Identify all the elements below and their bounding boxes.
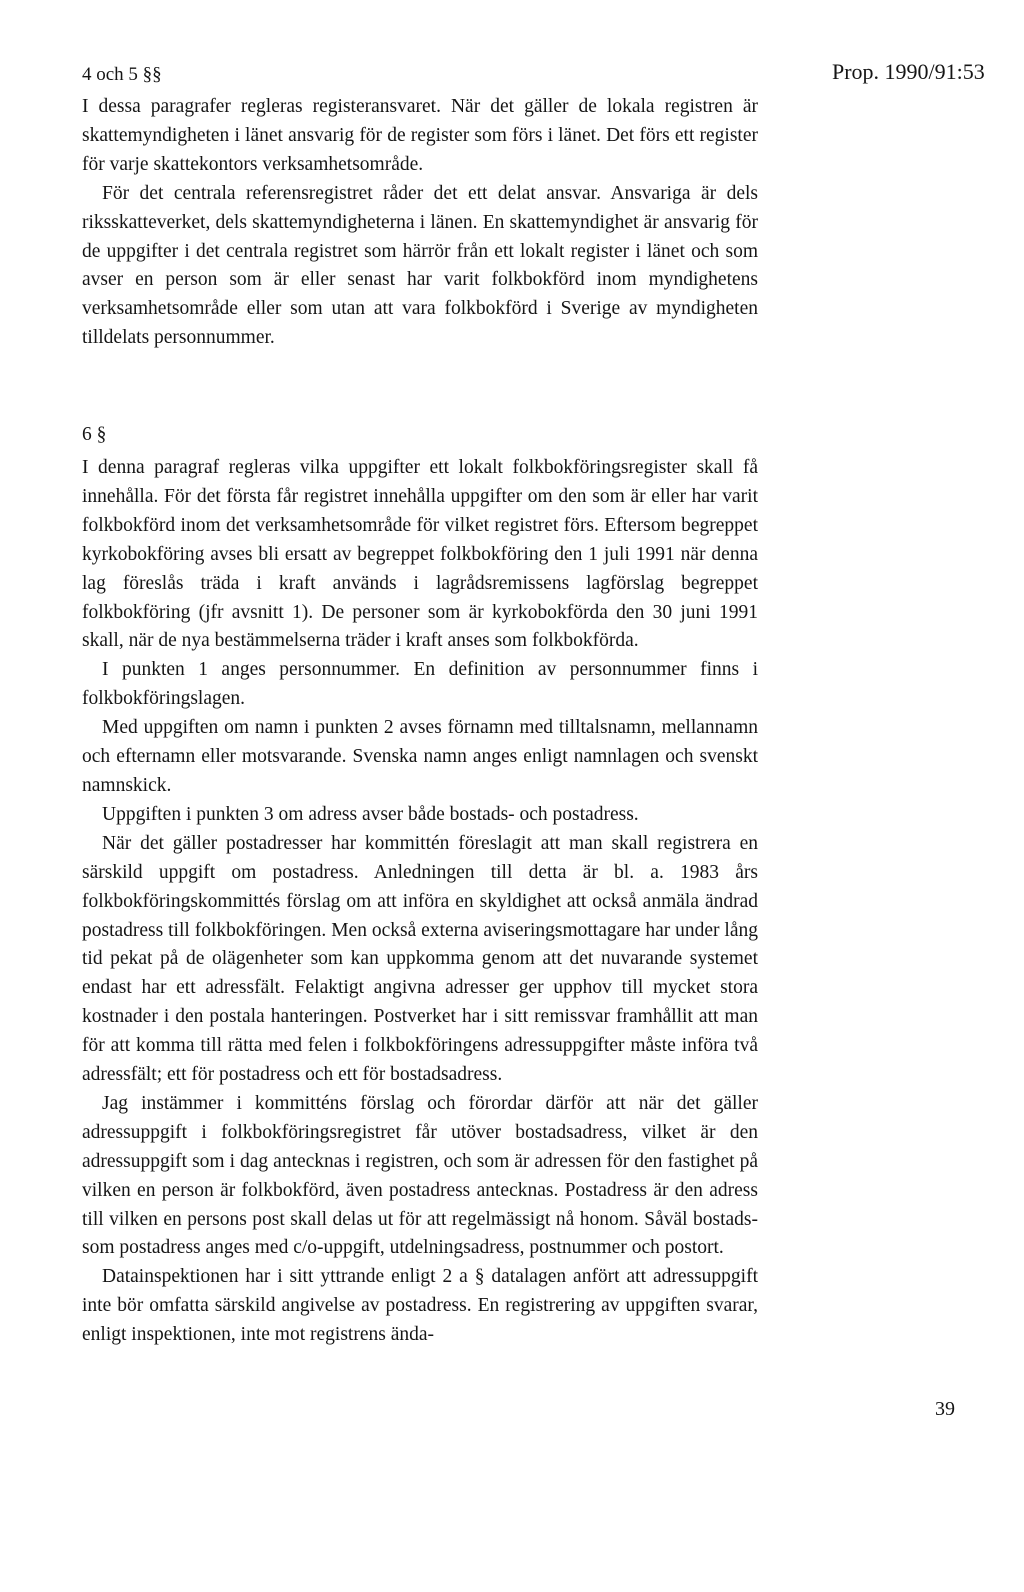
paragraph: Jag instämmer i kommitténs förslag och förordar därför att när det gäller adressuppgift i folkbokföringsregistret får utöver bostadsadress, vilket är den adressuppgift som i dag antecknas i registren, och som är adressen för den fastighet på vilken en person är folkbokförd, även postadress antecknas. Postadress är den adress till vilken en persons post skall delas ut för att regelmässigt nå honom. Såväl bostads- som postadress anges med c/o-uppgift, utdelningsadress, postnummer och postort. — [82, 1092, 758, 1259]
paragraph: I punkten 1 anges personnummer. En definition av personnummer finns i folkbokföringslagen. — [82, 659, 758, 710]
paragraph: För det centrala referensregistret råder det ett delat ansvar. Ansvariga är dels riksskatteverket, dels skattemyndigheterna i länen. En skattemyndighet är ansvarig för de uppgifter i det centrala registret som härrör från ett lokalt register i länet och som avser en person som är eller senast har varit folkbokförd inom myndighetens verksamhetsområde eller som utan att vara folkbokförd i Sverige av myndigheten tilldelats personnummer. — [82, 182, 758, 349]
paragraph: I dessa paragrafer regleras registeransvaret. När det gäller de lokala registren är skattemyndigheten i länet ansvarig för de register som förs i länet. Det förs ett register för varje skattekontors verksamhetsområde. — [82, 96, 758, 175]
paragraph: Med uppgiften om namn i punkten 2 avses förnamn med tilltalsnamn, mellannamn och efternamn eller motsvarande. Svenska namn anges enligt namnlagen och svenskt namnskick. — [82, 717, 758, 796]
paragraph: När det gäller postadresser har kommittén föreslagit att man skall registrera en särskild uppgift om postadress. Anledningen till detta är bl. a. 1983 års folkbokföringskommittés förslag om att införa en skyldighet att också anmäla ändrad postadress till folkbokföringen. Men också externa aviseringsmottagare har under lång tid pekat på de olägenheter som kan uppkomma genom att det nuvarande systemet endast har ett adressfält. Felaktigt angivna adresser ger upphov till mycket stora kostnader i den postala hanteringen. Postverket har i sitt remissvar framhållit att man för att komma till rätta med felen i folkbokföringens adressuppgifter måste införa två adressfält; ett för postadress och ett för bostadsadress. — [82, 832, 758, 1086]
page-number: 39 — [935, 1398, 955, 1420]
proposition-reference: Prop. 1990/91:53 — [832, 59, 985, 84]
paragraph: I denna paragraf regleras vilka uppgifter ett lokalt folkbokföringsregister skall få innehålla. För det första får registret innehålla uppgifter om den som är eller har varit folkbokförd inom det verksamhetsområde för vilket registret förs. Eftersom begreppet kyrkobokföring avses bli ersatt av begreppet folkbokföring den 1 juli 1991 när denna lag föreslås träda i kraft används i lagrådsremissens lagförslag begreppet folkbokföring (jfr avsnitt 1). De personer som är kyrkobokförda den 30 juni 1991 skall, när de nya bestämmelserna träder i kraft anses som folkbokförda. — [82, 457, 758, 652]
paragraph: Datainspektionen har i sitt yttrande enligt 2 a § datalagen anfört att adressuppgift inte bör omfatta särskild angivelse av postadress. En registrering av uppgiften svarar, enligt inspektionen, inte mot registrens ända- — [82, 1266, 758, 1346]
section-6-body — [82, 454, 758, 1350]
section-4-5-body — [82, 93, 758, 353]
paragraph: Uppgiften i punkten 3 om adress avser både bostads- och postadress. — [102, 803, 639, 825]
section-6-heading: 6 § — [82, 424, 107, 445]
section-reference: 4 och 5 §§ — [82, 64, 162, 85]
